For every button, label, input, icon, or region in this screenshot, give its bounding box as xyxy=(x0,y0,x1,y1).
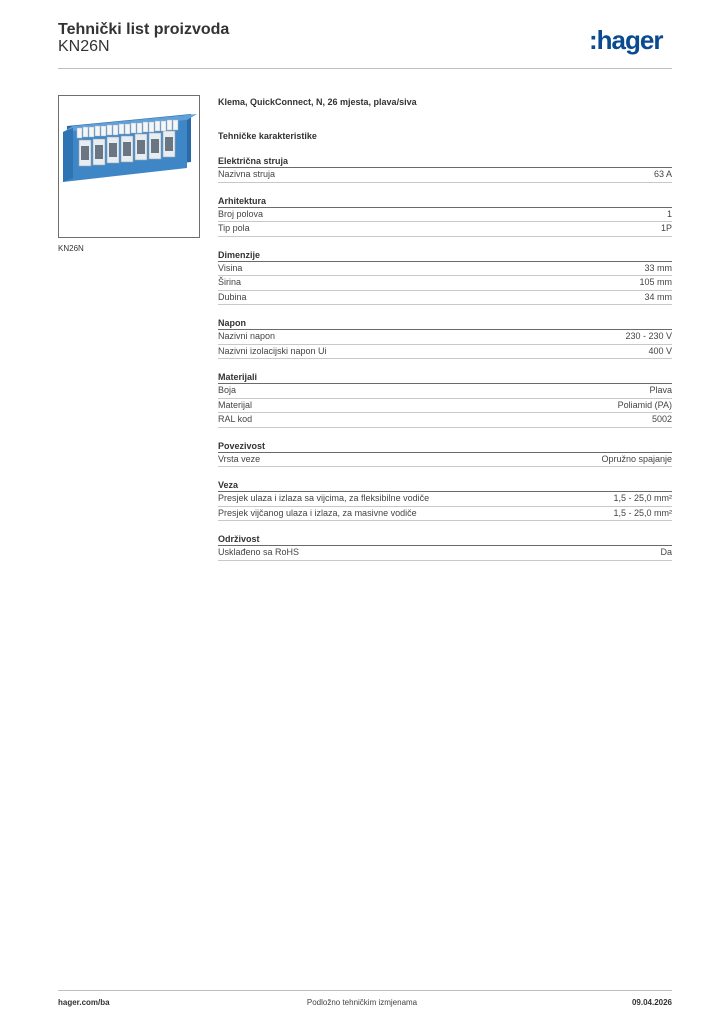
section-connectivity xyxy=(218,440,672,468)
section-architecture xyxy=(218,195,672,237)
header-divider xyxy=(58,68,672,69)
spec-row xyxy=(218,291,672,306)
logo-text: :hager xyxy=(589,26,663,55)
spec-value: 33 mm xyxy=(644,262,672,273)
spec-value: 5002 xyxy=(651,414,672,424)
section-title: Dimenzije xyxy=(218,249,672,262)
spec-row xyxy=(218,453,672,468)
spec-value: 1,5 - 25,0 mm² xyxy=(613,493,672,503)
spec-row xyxy=(218,546,672,561)
spec-label: Tip pola xyxy=(218,223,250,233)
spec-label: Vrsta veze xyxy=(218,453,261,464)
spec-label: Nazivni izolacijski napon Ui xyxy=(218,345,327,356)
section-electric-current xyxy=(218,155,672,183)
section-voltage xyxy=(218,317,672,359)
section-title: Veza xyxy=(218,479,672,492)
section-title: Električna struja xyxy=(218,155,672,168)
spec-row xyxy=(218,276,672,291)
spec-value: 1 xyxy=(666,208,672,219)
spec-value: 34 mm xyxy=(644,291,672,302)
section-title: Arhitektura xyxy=(218,195,672,208)
spec-row xyxy=(218,413,672,428)
product-code: KN26N xyxy=(58,38,110,55)
product-image xyxy=(59,96,199,237)
footer-website[interactable]: hager.com/ba xyxy=(58,998,110,1007)
product-image-frame xyxy=(58,95,200,238)
section-connection xyxy=(218,479,672,521)
spec-value: 1,5 - 25,0 mm² xyxy=(613,507,672,518)
footer-divider xyxy=(58,990,672,991)
spec-row xyxy=(218,492,672,507)
spec-label: Dubina xyxy=(218,291,247,302)
spec-label: Nazivni napon xyxy=(218,331,276,341)
spec-row xyxy=(218,168,672,183)
spec-label: Presjek vijčanog ulaza i izlaza, za masivne vodiče xyxy=(218,507,417,518)
spec-row xyxy=(218,262,672,277)
spec-label: Nazivna struja xyxy=(218,169,276,179)
technical-characteristics-heading: Tehničke karakteristike xyxy=(218,131,317,141)
spec-value: 230 - 230 V xyxy=(625,331,672,341)
section-dimensions xyxy=(218,249,672,306)
section-title: Povezivost xyxy=(218,440,672,453)
footer-disclaimer: Podložno tehničkim izmjenama xyxy=(306,998,418,1007)
spec-label: Boja xyxy=(218,385,237,395)
hager-logo xyxy=(587,26,677,58)
spec-value: Opružno spajanje xyxy=(601,453,672,464)
product-description: Klema, QuickConnect, N, 26 mjesta, plava/siva xyxy=(218,97,417,107)
spec-row xyxy=(218,330,672,345)
image-caption: KN26N xyxy=(58,244,84,253)
spec-label: Visina xyxy=(218,262,243,273)
specifications xyxy=(218,96,672,561)
spec-row xyxy=(218,345,672,360)
spec-value: Poliamid (PA) xyxy=(617,399,672,410)
section-title: Održivost xyxy=(218,533,672,546)
spec-value: 400 V xyxy=(648,345,672,356)
spec-label: Usklađeno sa RoHS xyxy=(218,547,300,557)
spec-label: Presjek ulaza i izlaza sa vijcima, za fleksibilne vodiče xyxy=(218,493,430,503)
section-sustainability xyxy=(218,533,672,561)
section-title: Materijali xyxy=(218,371,672,384)
spec-label: Broj polova xyxy=(218,208,264,219)
spec-label: Materijal xyxy=(218,399,253,410)
spec-row xyxy=(218,222,672,237)
spec-value: 1P xyxy=(660,223,672,233)
section-materials xyxy=(218,371,672,428)
spec-row xyxy=(218,399,672,414)
page-title: Tehnički list proizvoda xyxy=(58,21,230,38)
spec-row xyxy=(218,208,672,223)
spec-label: Širina xyxy=(218,277,242,287)
footer-date: 09.04.2026 xyxy=(631,998,672,1007)
spec-value: Plava xyxy=(649,385,672,395)
spec-row xyxy=(218,384,672,399)
spec-value: Da xyxy=(660,547,672,557)
spec-label: RAL kod xyxy=(218,414,253,424)
spec-row xyxy=(218,507,672,522)
spec-value: 63 A xyxy=(653,169,672,179)
spec-value: 105 mm xyxy=(639,277,672,287)
section-title: Napon xyxy=(218,317,672,330)
